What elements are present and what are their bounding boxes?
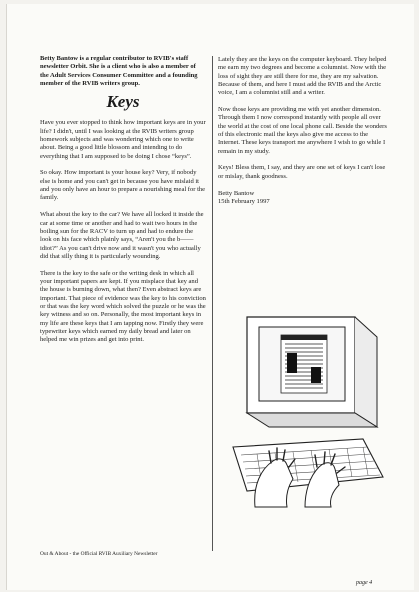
signature-name: Betty Bantow [218,189,255,197]
footer-publication: Out & About - the Official RVIB Auxiliary Newsletter [40,551,158,557]
right-paragraph-2: Now those keys are providing me with yet another dimension. Through them I now correspond instantly with people all over the world at the cost of one local phone call. Beside the wonders of this electronic mail the keys also give me access to the Internet. These keys transport me anywhere I wish to go while I remain in my study. [218,106,387,155]
right-paragraph-1: Lately they are the keys on the computer keyboard. They helped me earn my two degrees and become a columnist. Now with the loss of sight they are still there for me, they are my salvation. Because of them, and here I must add the RVIB and the Arctic voice, I am a columnist still and a writer. [218,56,387,97]
author-intro: Betty Bantow is a regular contributor to RVIB's staff newsletter Orbit. She is a client who is also a member of the Adult Services Consumer Committee and a founding member of the RVIB writers group. [40,55,198,88]
computer-illustration [227,309,387,509]
left-paragraph-2: So okay. How important is your house key? Very, if nobody else is home and you can't get in because you have mislaid it and you only have an hour to prepare a nourishing meal for the family. [40,169,206,202]
page-number: page 4 [356,580,373,586]
column-divider [212,56,213,551]
left-column [40,55,206,345]
left-paragraph-3: What about the key to the car? We have all locked it inside the car at some time or another and had to wait two hours in the boiling sun for the RACV to turn up and had to endure the look on his face which plainly says, “Aren't you the b—— idiot?” As you can't drive now and it wasn't you who actually did that silly thing it is particularly wounding. [40,211,204,260]
newsletter-page [6,4,414,590]
left-paragraph-1: Have you ever stopped to think how important keys are in your life? I didn't, until I was looking at the RVIB writers group homework subjects and was wondering which one to write about. Being a good little blossom and intending to do everything that I am supposed to be doing I chose “keys”. [40,119,206,160]
right-column [218,56,388,206]
right-paragraph-3: Keys! Bless them, I say, and they are one set of keys I can't lose or mislay, thank goodness. [218,164,386,180]
signature-date: 15th February 1997 [218,197,270,205]
article-title: Keys [106,92,140,112]
left-paragraph-4: There is the key to the safe or the writing desk in which all your important papers are kept. If you misplace that key and the house is burning down, what then? Even abstract keys are important. That piece of evidence was the key to his conviction or that was the key word which solved the puzzle or he was the key witness and so on. Personally, the most important keys in my life are these keys that I am tapping now. Firstly they were typewriter keys which earned my daily bread and later on helped me win prizes and get into print. [40,269,206,344]
